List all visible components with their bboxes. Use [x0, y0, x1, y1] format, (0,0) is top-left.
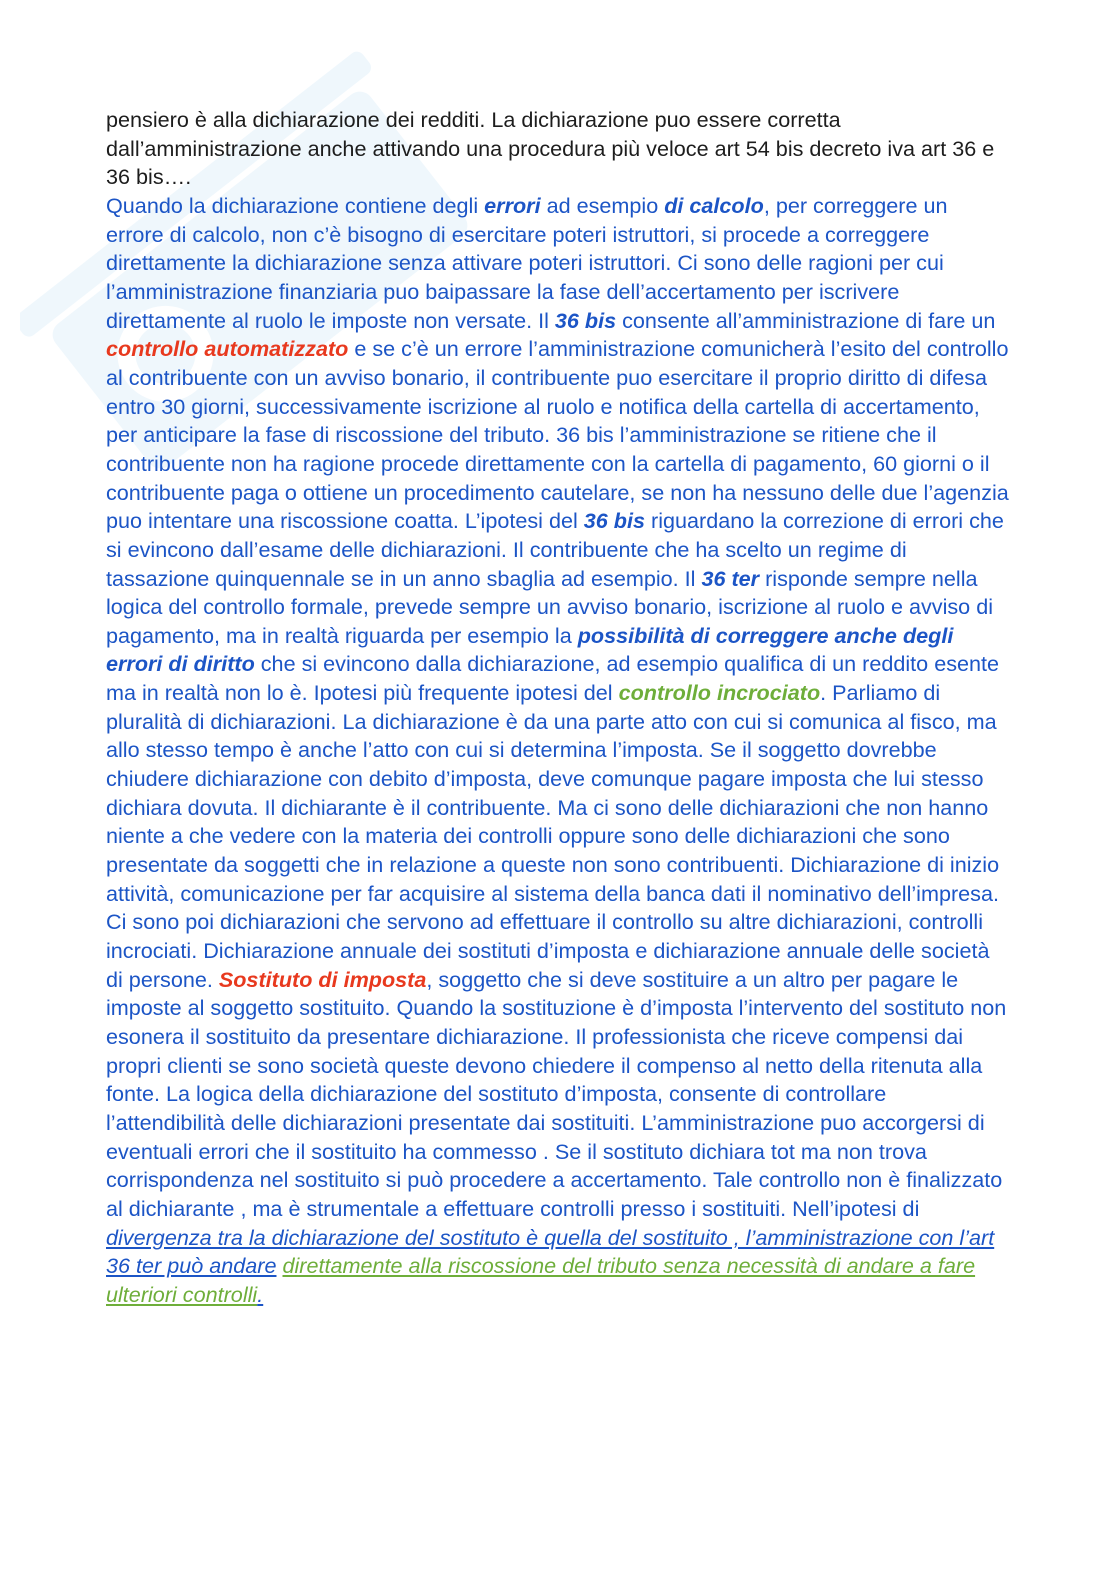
- text-run: ad esempio: [540, 192, 665, 218]
- highlight-36-bis-second: 36 bis: [583, 508, 645, 534]
- text-run: consente all’amministrazione di fare un: [616, 307, 996, 333]
- paragraph-1: pensiero è alla dichiarazione dei redditi. La dichiarazione puo essere corretta dall’amministrazione anche attivando una procedura più veloce art 54 bis decreto iva art 36 e 36 bis….: [106, 107, 995, 190]
- paragraph-2: [106, 192, 1011, 1310]
- text-run: risponde sempre nella logica del controllo formale, prevede sempre un avviso bonario, iscrizione al ruolo e avviso di pagamento, ma in realtà riguarda per esempio la: [106, 565, 993, 648]
- text-run: che si evincono dalla dichiarazione, ad esempio qualifica di un reddito esente ma in realtà non lo è. Ipotesi più frequente ipotesi del: [106, 651, 1000, 706]
- underlined-period: .: [257, 1281, 264, 1307]
- highlight-36-ter: 36 ter: [701, 565, 760, 591]
- highlight-controllo-incrociato: controllo incrociato: [618, 680, 821, 706]
- text-run: riguardano la correzione di errori che si evincono dall’esame delle dichiarazioni. Il contribuente che ha scelto un regime di tassazione quinquennale se in un anno sbaglia ad esempio. Il: [106, 508, 1004, 591]
- text-run: Quando la dichiarazione contiene degli: [106, 192, 485, 218]
- underlined-divergenza: divergenza tra la dichiarazione del sostituto è quella del sostituito , l’amministrazione con l’art 36 ter può andare: [106, 1224, 995, 1279]
- highlight-errori: errori: [484, 192, 541, 218]
- underlined-riscossione: direttamente alla riscossione del tributo senza necessità di andare a fare ulteriori controlli: [106, 1253, 976, 1307]
- document-body: [106, 106, 1011, 1310]
- text-run: , per correggere un errore di calcolo, non c’è bisogno di esercitare poteri istruttori, si procede a correggere direttamente la dichiarazione senza attivare poteri istruttori. Ci sono delle ragioni per cui l’amministrazione finanziaria puo baipassare la fase dell’accertamento per iscrivere direttamente al ruolo le imposte non versate. Il: [106, 192, 948, 333]
- highlight-sostituto-di-imposta: Sostituto di imposta: [218, 966, 427, 992]
- text-run: , soggetto che si deve sostituire a un altro per pagare le imposte al soggetto sostituito. Quando la sostituzione è d’imposta l’intervento del sostituto non esonera il sostituito da presentare dichiarazione. Il professionista che riceve compensi dai propri clienti se sono società queste devono chiedere il compenso al netto della ritenuta alla fonte. La logica della dichiarazione del sostituto d’imposta, consente di controllare l’attendibilità delle dichiarazioni presentate dai sostituiti. L’amministrazione puo accorgersi di eventuali errori che il sostituito ha commesso . Se il sostituto dichiara tot ma non trova corrispondenza nel sostituito si può procedere a accertamento. Tale controllo non è finalizzato al dichiarante , ma è strumentale a effettuare controlli presso i sostituiti. Nell’ipotesi di: [106, 966, 1007, 1221]
- highlight-di-calcolo: di calcolo: [664, 192, 764, 218]
- highlight-errori-di-diritto: possibilità di correggere anche degli errori di diritto: [106, 622, 954, 677]
- highlight-36-bis: 36 bis: [554, 307, 617, 333]
- text-run: e se c’è un errore l’amministrazione comunicherà l’esito del controllo al contribuente con un avviso bonario, il contribuente puo esercitare il proprio diritto di difesa entro 30 giorni, successivamente iscrizione al ruolo e notifica della cartella di accertamento, per anticipare la fase di riscossione del tributo. 36 bis l’amministrazione se ritiene che il contribuente non ha ragione procede direttamente con la cartella di pagamento, 60 giorni o il contribuente paga o ottiene un procedimento cautelare, se non ha nessuno delle due l’agenzia puo intentare una riscossione coatta. L’ipotesi del: [106, 336, 1009, 534]
- highlight-controllo-automatizzato: controllo automatizzato: [106, 336, 349, 362]
- text-run: . Parliamo di pluralità di dichiarazioni. La dichiarazione è da una parte atto con cui si comunica al fisco, ma allo stesso tempo è anche l’atto con cui si determina l’imposta. Se il soggetto dovrebbe chiudere dichiarazione con debito d’imposta, deve comunque pagare imposta che lui stesso dichiara dovuta. Il dichiarante è il contribuente. Ma ci sono delle dichiarazioni che non hanno niente a che vedere con la materia dei controlli oppure sono delle dichiarazioni che sono presentate da soggetti che in relazione a queste non sono contribuenti. Dichiarazione di inizio attività, comunicazione per far acquisire al sistema della banca dati il nominativo dell’impresa. Ci sono poi dichiarazioni che servono ad effettuare il controllo su altre dichiarazioni, controlli incrociati. Dichiarazione annuale dei sostituti d’imposta e dichiarazione annuale delle società di persone.: [106, 680, 1000, 992]
